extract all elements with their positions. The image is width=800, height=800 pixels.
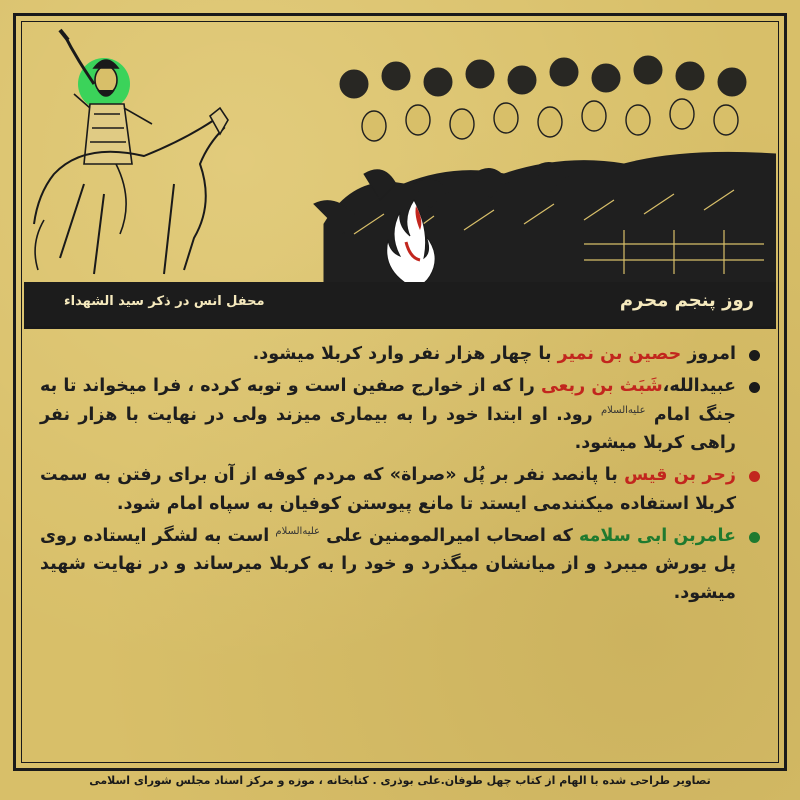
bullet-icon — [749, 350, 760, 361]
item-text: امروز — [681, 344, 736, 364]
bullet-icon — [749, 471, 760, 482]
salutation-glyph: علیه‌السلام — [600, 404, 646, 416]
person-name: شَبَث بن ربعی — [540, 376, 663, 397]
person-name: عامربن ابی سلامه — [578, 526, 736, 547]
item-text: رود. او ابتدا خود را به بیماری میزند ولی در نهایت با هزار نفر راهی کربلا میشود. — [40, 404, 736, 454]
bullet-icon — [749, 382, 760, 393]
list-item — [40, 461, 762, 518]
person-name: حصین بن نمیر — [557, 344, 682, 364]
person-name: زحر بن قیس — [624, 465, 736, 486]
item-text: است به لشگر ایستاده روی پل یورش میبرد و از میانشان میگذرد و خود را به کربلا میرساند و در نهایت شهید میشود. — [40, 526, 736, 603]
bullet-icon — [749, 532, 760, 543]
event-list — [40, 340, 762, 611]
item-text: که اصحاب امیرالمومنین علی — [319, 526, 579, 547]
item-text: با چهار هزار نفر وارد کربلا میشود. — [252, 344, 558, 364]
list-item — [40, 340, 762, 368]
list-item — [40, 522, 762, 607]
rider-figure — [34, 30, 228, 274]
banner-title: روز پنجم محرم — [619, 290, 754, 311]
banner-subtitle: محفل انس در ذکر سید الشهداء — [64, 294, 265, 309]
item-text: عبیدالله، — [662, 376, 736, 397]
footer-credit: تصاویر طراحی شده با الهام از کتاب چهل طوفان.علی بوذری . کتابخانه ، موزه و مرکز اسناد مجلس شورای اسلامی — [89, 774, 711, 787]
item-text: را که از خوارج صفین است و توبه کرده ، فرا میخواند تا به جنگ امام — [40, 376, 737, 425]
list-item — [40, 372, 762, 457]
item-text: با پانصد نفر بر پُل «صراة» که مردم کوفه از آن برای رفتن به سمت کربلا استفاده میکنندمی ایستد تا مانع پیوستن کوفیان به سپاه امام شود. — [40, 465, 736, 514]
salutation-glyph: علیه‌السلام — [275, 526, 320, 538]
title-banner — [24, 282, 776, 326]
banner-divider — [24, 326, 776, 329]
